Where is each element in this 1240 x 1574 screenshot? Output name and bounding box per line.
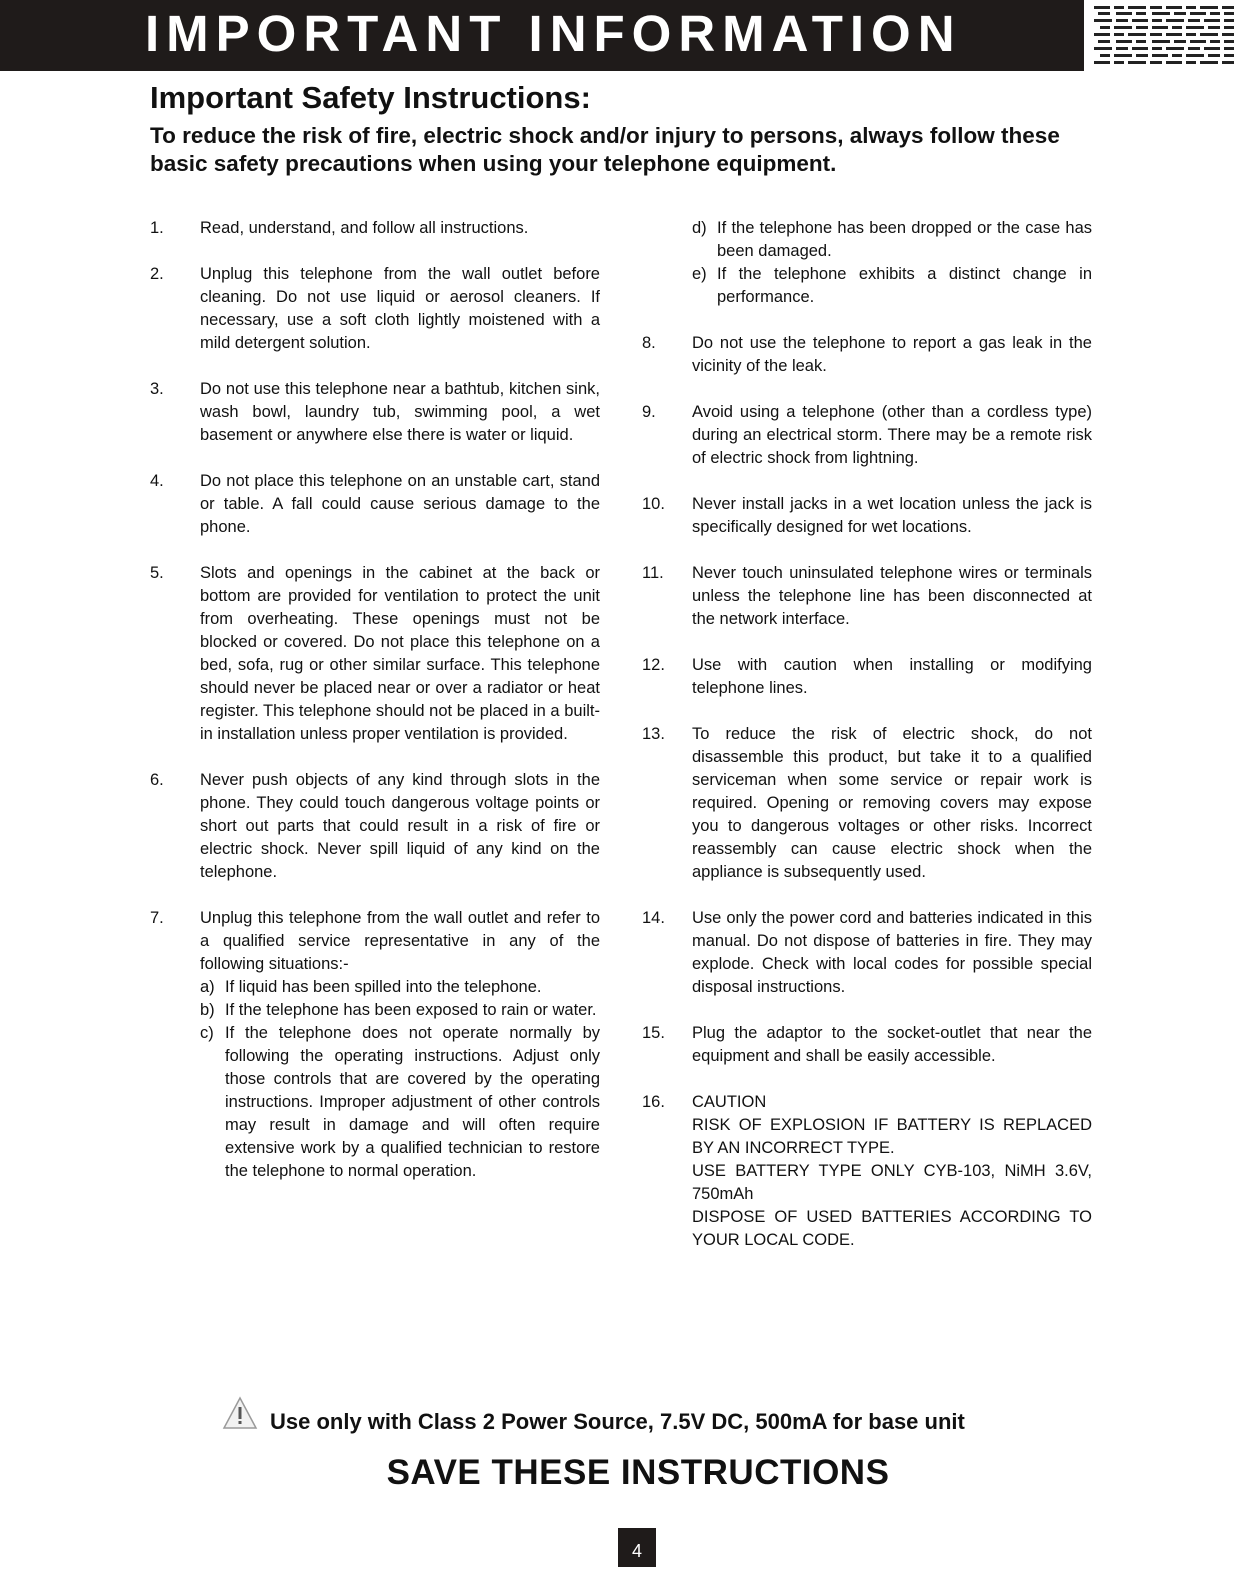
instruction-12 — [642, 654, 1092, 700]
right-column — [642, 217, 1092, 1275]
page-number: 4 — [618, 1528, 656, 1567]
instruction-4 — [150, 470, 600, 539]
item-text: Do not use this telephone near a bathtub, kitchen sink, wash bowl, laundry tub, swimming pool, a wet basement or anywhere else there is water or liquid. — [200, 380, 600, 444]
item-number: 8. — [642, 334, 656, 352]
warning-triangle-icon — [222, 1396, 258, 1430]
sub-item-d — [692, 217, 1092, 263]
sub-item-c — [200, 1022, 600, 1183]
item-text: Never install jacks in a wet location unless the jack is specifically designed for wet locations. — [692, 495, 1092, 536]
instruction-14 — [642, 907, 1092, 999]
sub-item-b — [200, 999, 600, 1022]
item-number: 16. — [642, 1093, 665, 1111]
instruction-7-continued — [642, 217, 1092, 309]
item-number: 1. — [150, 219, 164, 237]
sub-item-label: d) — [692, 219, 707, 237]
item-text: Avoid using a telephone (other than a cordless type) during an electrical storm. There may be a remote risk of electric shock from lightning. — [692, 403, 1092, 467]
instruction-1 — [150, 217, 600, 240]
item-text: Unplug this telephone from the wall outlet and refer to a qualified service representative in any of the following situations:- — [200, 909, 600, 973]
item-text: Use only the power cord and batteries indicated in this manual. Do not dispose of batteries in fire. They may explode. Check with local codes for possible special disposal instructions. — [692, 909, 1092, 996]
sub-item-label: c) — [200, 1024, 214, 1042]
sub-item-text: If the telephone exhibits a distinct change in performance. — [717, 265, 1092, 306]
sub-item-text: If liquid has been spilled into the telephone. — [225, 978, 542, 996]
item-number: 5. — [150, 564, 164, 582]
caution-line: DISPOSE OF USED BATTERIES ACCORDING TO YOUR LOCAL CODE. — [692, 1208, 1092, 1249]
caution-line: USE BATTERY TYPE ONLY CYB-103, NiMH 3.6V, 750mAh — [692, 1162, 1092, 1203]
item-number: 3. — [150, 380, 164, 398]
save-instructions-title: SAVE THESE INSTRUCTIONS — [386, 1453, 890, 1492]
item-text: To reduce the risk of electric shock, do not disassemble this product, but take it to a qualified serviceman when some service or repair work is required. Opening or removing covers may expose you to dangerous voltages or other risks. Incorrect reassembly can cause electric shock when the appliance is subsequently used. — [692, 725, 1092, 881]
item-text: Use with caution when installing or modifying telephone lines. — [692, 656, 1092, 697]
sub-item-e — [692, 263, 1092, 309]
instruction-16 — [642, 1091, 1092, 1252]
item-number: 2. — [150, 265, 164, 283]
item-number: 15. — [642, 1024, 665, 1042]
item-number: 11. — [642, 564, 664, 582]
page-heading: Important Safety Instructions: — [150, 80, 591, 115]
instruction-15 — [642, 1022, 1092, 1068]
item-number: 9. — [642, 403, 656, 421]
sub-item-text: If the telephone has been dropped or the case has been damaged. — [717, 219, 1092, 260]
sub-item-label: b) — [200, 1001, 215, 1019]
instruction-10 — [642, 493, 1092, 539]
item-text: Never touch uninsulated telephone wires or terminals unless the telephone line has been disconnected at the network interface. — [692, 564, 1092, 628]
instruction-6 — [150, 769, 600, 884]
item-number: 14. — [642, 909, 665, 927]
sub-item-text: If the telephone has been exposed to rain or water. — [225, 1001, 597, 1019]
power-source-note: Use only with Class 2 Power Source, 7.5V DC, 500mA for base unit — [270, 1409, 965, 1434]
instruction-9 — [642, 401, 1092, 470]
header-title: IMPORTANT INFORMATION — [145, 5, 962, 62]
instruction-2 — [150, 263, 600, 355]
caution-line: RISK OF EXPLOSION IF BATTERY IS REPLACED BY AN INCORRECT TYPE. — [692, 1116, 1092, 1157]
decorative-pattern-icon — [1092, 2, 1236, 72]
item-number: 13. — [642, 725, 665, 743]
item-text: Never push objects of any kind through slots in the phone. They could touch dangerous voltage points or short out parts that could result in a risk of fire or electric shock. Never spill liquid of any kind on the telephone. — [200, 771, 600, 881]
item-number: 7. — [150, 909, 164, 927]
page-subheading: To reduce the risk of fire, electric shock and/or injury to persons, always follow these basic safety precautions when using your telephone equipment. — [150, 123, 1060, 176]
item-text: Unplug this telephone from the wall outlet before cleaning. Do not use liquid or aerosol cleaners. If necessary, use a soft cloth lightly moistened with a mild detergent solution. — [200, 265, 600, 352]
header-banner — [0, 0, 1084, 71]
item-text: Do not use the telephone to report a gas leak in the vicinity of the leak. — [692, 334, 1092, 375]
item-text: Do not place this telephone on an unstable cart, stand or table. A fall could cause serious damage to the phone. — [200, 472, 600, 536]
item-number: 6. — [150, 771, 164, 789]
item-number: 12. — [642, 656, 665, 674]
instruction-11 — [642, 562, 1092, 631]
item-text: Plug the adaptor to the socket-outlet that near the equipment and shall be easily accessible. — [692, 1024, 1092, 1065]
item-number: 4. — [150, 472, 164, 490]
instruction-8 — [642, 332, 1092, 378]
item-text: Slots and openings in the cabinet at the back or bottom are provided for ventilation to protect the unit from overheating. These openings must not be blocked or covered. Do not place this telephone on a bed, sofa, rug or other similar surface. This telephone should never be placed near or over a radiator or heat register. This telephone should not be placed in a built-in installation unless proper ventilation is provided. — [200, 564, 600, 743]
item-text: Read, understand, and follow all instructions. — [200, 219, 529, 237]
instruction-5 — [150, 562, 600, 746]
sub-item-text: If the telephone does not operate normally by following the operating instructions. Adjust only those controls that are covered by the operating instructions. Improper adjustment of other controls may result in damage and will often require extensive work by a qualified technician to restore the telephone to normal operation. — [225, 1024, 600, 1180]
sub-item-a — [200, 976, 600, 999]
caution-title: CAUTION — [692, 1093, 767, 1111]
left-column — [150, 217, 600, 1206]
item-number: 10. — [642, 495, 665, 513]
sub-item-label: a) — [200, 978, 215, 996]
instruction-7 — [150, 907, 600, 1183]
sub-item-label: e) — [692, 265, 707, 283]
instruction-13 — [642, 723, 1092, 884]
instruction-3 — [150, 378, 600, 447]
